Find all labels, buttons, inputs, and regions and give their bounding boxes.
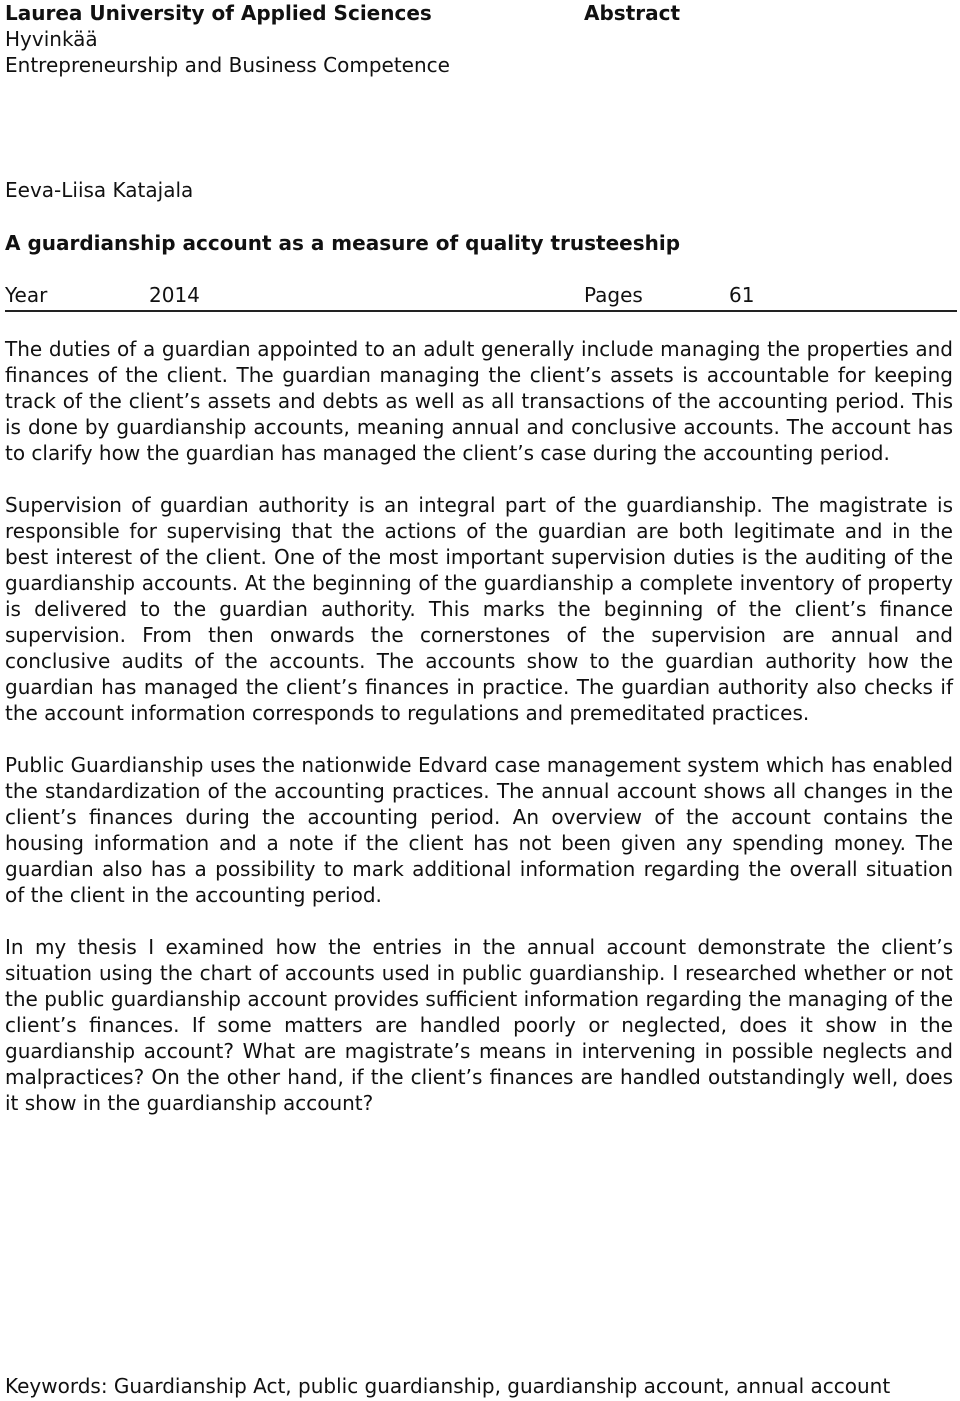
- abstract-paragraph: In my thesis I examined how the entries in the annual account demonstrate the client’s situation using the chart of accounts used in public guardianship. I researched whether or not the public guardianship account provides sufficient information regarding the managing of the client’s finances. If some matters are handled poorly or neglected, does it show in the guardianship account? What are magistrate’s means in intervening in possible neglects and malpractices? On the other hand, if the client’s finances are handled outstandingly well, does it show in the guardianship account?: [5, 935, 953, 1115]
- author-name: Eeva-Liisa Katajala: [5, 178, 194, 202]
- year-pages-row: [5, 282, 957, 312]
- pages-label: Pages: [584, 283, 643, 307]
- keywords-line: Keywords: Guardianship Act, public guardianship, guardianship account, annual account: [5, 1374, 891, 1398]
- abstract-body: [5, 336, 953, 1142]
- year-label: Year: [5, 283, 48, 307]
- abstract-paragraph: Supervision of guardian authority is an integral part of the guardianship. The magistrate is responsible for supervising that the actions of the guardian are both legitimate and in the best interest of the client. One of the most important supervision duties is the auditing of the guardianship accounts. At the beginning of the guardianship a complete inventory of property is delivered to the guardian authority. This marks the beginning of the client’s finance supervision. From then onwards the cornerstones of the supervision are annual and conclusive audits of the accounts. The accounts show to the guardian authority how the guardian has managed the client’s finances in practice. The guardian authority also checks if the account information corresponds to regulations and premeditated practices.: [5, 493, 953, 725]
- abstract-paragraph: Public Guardianship uses the nationwide Edvard case management system which has enabled the standardization of the accounting practices. The annual account shows all changes in the client’s finances during the accounting period. An overview of the account contains the housing information and a note if the client has not been given any spending money. The guardian also has a possibility to mark additional information regarding the overall situation of the client in the accounting period.: [5, 753, 953, 907]
- thesis-title: A guardianship account as a measure of quality trusteeship: [5, 231, 681, 255]
- degree-program: Entrepreneurship and Business Competence: [5, 53, 450, 77]
- abstract-paragraph: The duties of a guardian appointed to an adult generally include managing the properties and finances of the client. The guardian managing the client’s assets is accountable for keeping track of the client’s assets and debts as well as all transactions of the accounting period. This is done by guardianship accounts, meaning annual and conclusive accounts. The account has to clarify how the guardian has managed the client’s case during the accounting period.: [5, 337, 953, 465]
- section-label: Abstract: [584, 1, 681, 25]
- pages-value: 61: [729, 283, 755, 307]
- document-header: [5, 0, 450, 78]
- campus-name: Hyvinkää: [5, 27, 98, 51]
- year-value: 2014: [149, 283, 200, 307]
- institution-name: Laurea University of Applied Sciences: [5, 1, 432, 25]
